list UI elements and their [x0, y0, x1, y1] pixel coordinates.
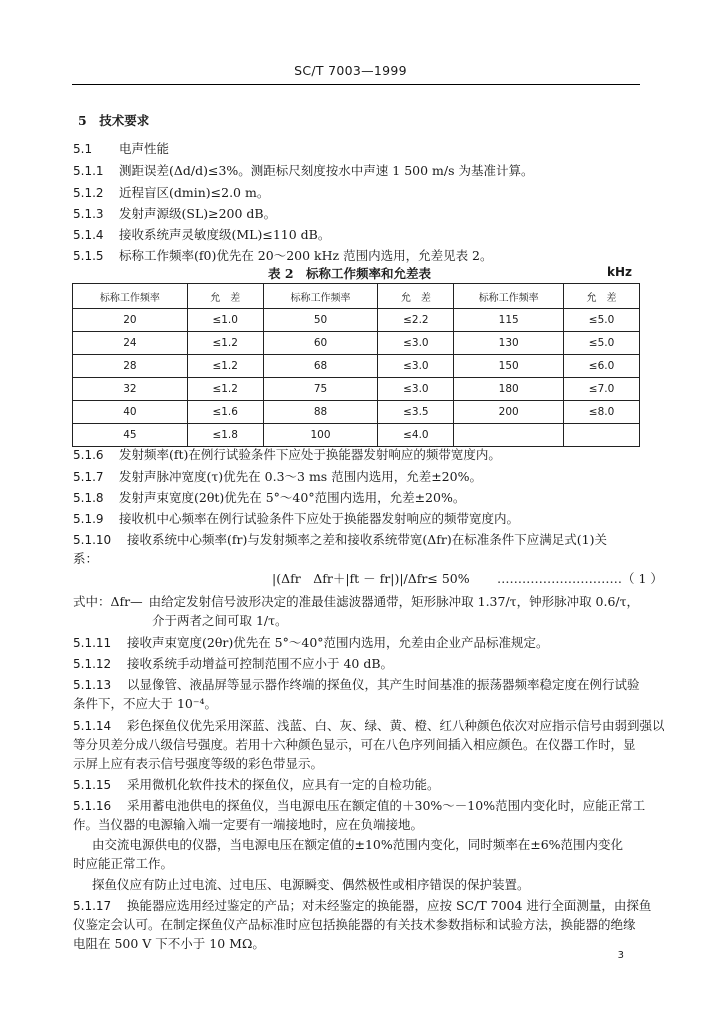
clause-5-1-17-cont-1: 仪鉴定会认可。在制定探鱼仪产品标准时应包括换能器的有关技术参数指标和试验方法，换能器的绝缘 [73, 917, 636, 932]
clause-5-1-16-para2: 由交流电源供电的仪器，当电源电压在额定值的±10%范围内变化，同时频率在±6%范围内变化 [92, 837, 624, 852]
clause-5-1-6: 5.1.6 发射频率(ft)在例行试验条件下应处于换能器发射响应的频带宽度内。 [73, 447, 501, 462]
table-cell: 115 [454, 309, 564, 332]
table-cell: 130 [454, 332, 564, 355]
table-cell: 24 [73, 332, 188, 355]
table-cell: ≤4.0 [378, 424, 454, 447]
where-line-1: 由给定发射信号波形决定的准最佳滤波器通带，矩形脉冲取 1.37/τ，钟形脉冲取 0.6/τ， [148, 594, 640, 609]
table-row [73, 401, 640, 424]
table-cell [454, 424, 564, 447]
clause-5-1-4: 5.1.4 接收系统声灵敏度级(ML)≤110 dB。 [73, 227, 331, 242]
table-cell: ≤3.5 [378, 401, 454, 424]
clause-5-1-17: 5.1.17 换能器应选用经过鉴定的产品；对未经鉴定的换能器，应按 SC/T 7004 进行全面测量，由探鱼 [73, 898, 652, 913]
table-cell: ≤8.0 [564, 401, 640, 424]
where-label: 式中：Δfr— [73, 594, 143, 609]
clause-5-1-13: 5.1.13 以显像管、液晶屏等显示器作终端的探鱼仪，其产生时间基准的振荡器频率稳定度在例行试验 [73, 677, 640, 692]
table-header-row [73, 284, 640, 309]
table-cell: ≤1.2 [187, 332, 263, 355]
clause-5-1-16: 5.1.16 采用蓄电池供电的探鱼仪，当电源电压在额定值的＋30%～－10%范围内变化时，应能正常工 [73, 798, 646, 813]
table-row [73, 378, 640, 401]
table-cell: ≤2.2 [378, 309, 454, 332]
header-cell: 标称工作频率 [454, 284, 564, 309]
table-cell: 28 [73, 355, 188, 378]
table-row [73, 309, 640, 332]
table-cell: ≤3.0 [378, 378, 454, 401]
clause-5-1-9: 5.1.9 接收机中心频率在例行试验条件下应处于换能器发射响应的频带宽度内。 [73, 511, 520, 526]
table-cell: 45 [73, 424, 188, 447]
table-cell: 200 [454, 401, 564, 424]
table-caption: 表 2 标称工作频率和允差表 [268, 266, 432, 281]
header-rule [72, 84, 640, 85]
clause-5-1-17-cont-2: 电阻在 500 V 下不小于 10 MΩ。 [73, 936, 265, 951]
table-cell: 88 [263, 401, 378, 424]
clause-5-1-11: 5.1.11 接收声束宽度(2θr)优先在 5°～40°范围内选用，允差由企业产品标准规定。 [73, 635, 549, 650]
table-cell: ≤5.0 [564, 309, 640, 332]
clause-5-1-14-cont-1: 等分贝差分成八级信号强度。若用十六种颜色显示，可在八色序列间插入相应颜色。在仪器工作时，显 [73, 737, 636, 752]
formula-1: |(Δfr Δfr＋|ft － fr|)|/Δfr≤ 50% [272, 571, 470, 586]
table-cell: 180 [454, 378, 564, 401]
table-cell: ≤3.0 [378, 355, 454, 378]
table-row [73, 332, 640, 355]
table-cell: ≤1.6 [187, 401, 263, 424]
table-cell: ≤1.2 [187, 378, 263, 401]
section-heading [78, 111, 149, 129]
table-cell: ≤7.0 [564, 378, 640, 401]
section-title: 技术要求 [99, 113, 150, 128]
clause-5-1-12: 5.1.12 接收系统手动增益可控制范围不应小于 40 dB。 [73, 656, 394, 671]
table-cell: 20 [73, 309, 188, 332]
table-unit: kHz [607, 265, 633, 279]
table-cell: ≤3.0 [378, 332, 454, 355]
table-cell: ≤1.2 [187, 355, 263, 378]
clause-5-1-16-cont: 作。当仪器的电源输入端一定要有一端接地时，应在负端接地。 [73, 817, 424, 832]
clause-5-1-14-cont-2: 示屏上应有表示信号强度等级的彩色带显示。 [73, 756, 324, 771]
table-cell: 40 [73, 401, 188, 424]
table-cell: 50 [263, 309, 378, 332]
table-cell: 68 [263, 355, 378, 378]
header-cell: 允 差 [564, 284, 640, 309]
table-cell: 100 [263, 424, 378, 447]
table-cell [564, 424, 640, 447]
clause-5-1-10-cont: 系： [73, 551, 99, 566]
clause-5-1-5: 5.1.5 标称工作频率(f0)优先在 20～200 kHz 范围内选用，允差见表 2。 [73, 248, 493, 263]
where-line-2: 介于两者之间可取 1/τ。 [152, 613, 288, 628]
header-cell: 允 差 [187, 284, 263, 309]
table-cell: 32 [73, 378, 188, 401]
formula-number: …………………………（ 1 ） [497, 571, 663, 586]
header-cell: 标称工作频率 [73, 284, 188, 309]
where-clause [73, 592, 639, 610]
table-cell: ≤5.0 [564, 332, 640, 355]
table-cell: 60 [263, 332, 378, 355]
table-cell: 75 [263, 378, 378, 401]
table-row [73, 355, 640, 378]
clause-5-1-10: 5.1.10 接收系统中心频率(fr)与发射频率之差和接收系统带宽(Δfr)在标准条件下应满足式(1)关 [73, 532, 607, 547]
table-row [73, 424, 640, 447]
clause-5-1-16-para3: 探鱼仪应有防止过电流、过电压、电源瞬变、偶然极性或相序错误的保护装置。 [92, 877, 530, 892]
clause-5-1-7: 5.1.7 发射声脉冲宽度(τ)优先在 0.3～3 ms 范围内选用，允差±20%。 [73, 469, 482, 484]
subsection-heading [73, 139, 169, 157]
table-cell: ≤1.8 [187, 424, 263, 447]
clause-5-1-1: 5.1.1 测距误差(Δd/d)≤3%。测距标尺刻度按水中声速 1 500 m/s 为基准计算。 [73, 163, 534, 178]
table-cell: ≤1.0 [187, 309, 263, 332]
clause-5-1-13-cont: 条件下，不应大于 10⁻⁴。 [73, 696, 217, 711]
page-header: SC/T 7003—1999 [294, 63, 407, 78]
subsection-title: 电声性能 [119, 141, 170, 156]
table-cell: ≤6.0 [564, 355, 640, 378]
clause-5-1-3: 5.1.3 发射声源级(SL)≥200 dB。 [73, 206, 277, 221]
header-cell: 允 差 [378, 284, 454, 309]
clause-5-1-14: 5.1.14 彩色探鱼仪优先采用深蓝、浅蓝、白、灰、绿、黄、橙、红八种颜色依次对应指示信号由弱到强以 [73, 718, 665, 733]
clause-5-1-8: 5.1.8 发射声束宽度(2θt)优先在 5°～40°范围内选用，允差±20%。 [73, 490, 466, 505]
header-cell: 标称工作频率 [263, 284, 378, 309]
section-number: 5 [78, 113, 87, 128]
clause-5-1-2: 5.1.2 近程盲区(dmin)≤2.0 m。 [73, 185, 270, 200]
page-number: 3 [617, 950, 624, 961]
frequency-tolerance-table [72, 283, 640, 447]
clause-5-1-15: 5.1.15 采用微机化软件技术的探鱼仪，应具有一定的自检功能。 [73, 777, 440, 792]
subsection-number: 5.1 [73, 142, 93, 156]
table-cell: 150 [454, 355, 564, 378]
clause-5-1-16-para2-cont: 时应能正常工作。 [73, 856, 174, 871]
